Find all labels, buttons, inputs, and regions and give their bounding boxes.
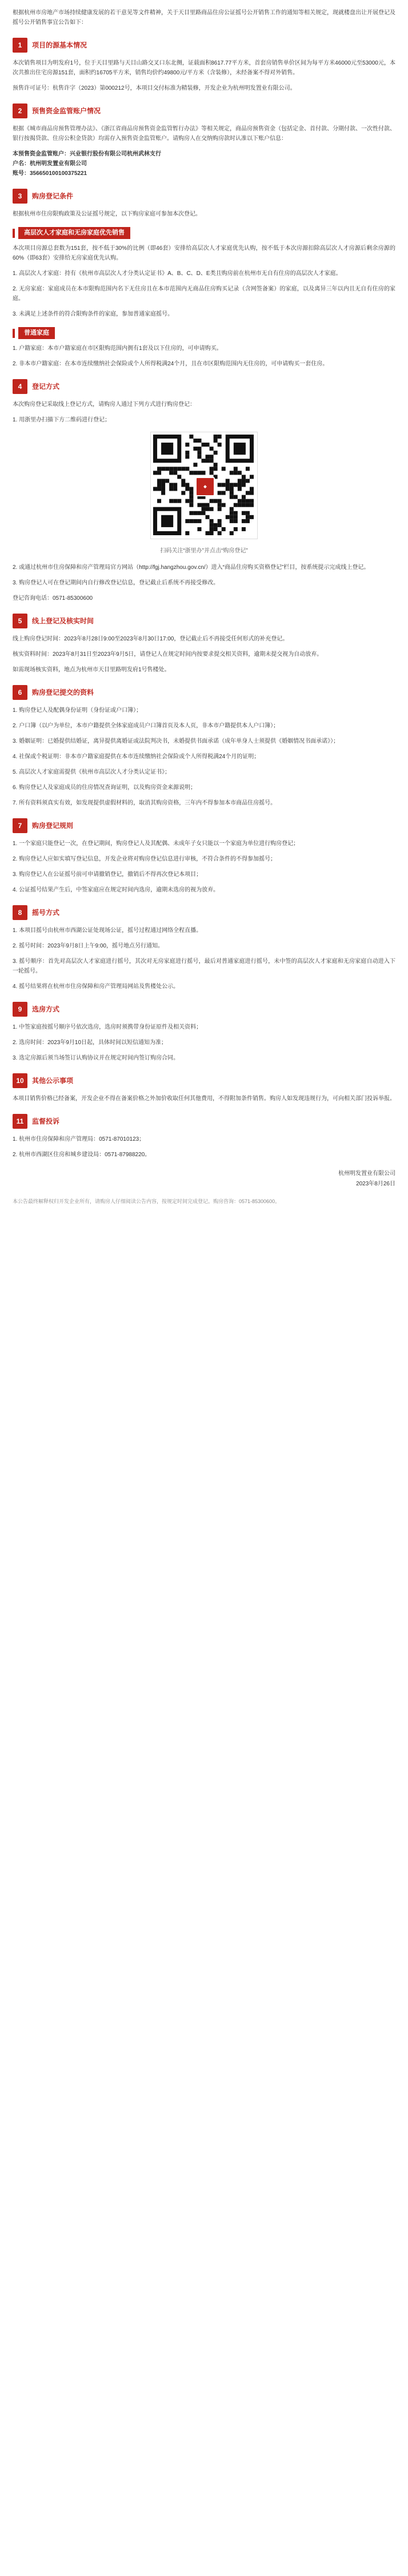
paragraph: 3. 摇号顺序：首先对高层次人才家庭进行摇号，其次对无房家庭进行摇号，最后对普通家庭进行摇号，未中签的高层次人才家庭和无房家庭自动进入下一轮摇号。 [13,958,395,974]
paragraph: 1. 购房登记人及配偶身份证明（身份证或户口簿）； [13,707,142,714]
qr-code[interactable] [150,432,258,539]
paragraph: 2. 非本市户籍家庭：在本市连续缴纳社会保险或个人所得税满24个月，且在市区限购范围内无住房的，可申请购买一套住房。 [13,361,329,367]
paragraph: 1. 本项目摇号由杭州市西湖公证处现场公证，摇号过程通过网络全程直播。 [13,927,202,934]
paragraph: 3. 购房登记人可在登记期间内自行修改登记信息，登记截止后系统不再接受修改。 [13,580,219,586]
section-title: 购房登记条件 [32,192,74,200]
paragraph: 本次销售项目为明发府1号，位于天目里路与天目山路交叉口东北侧，证载面积8617.77平方米，首套房销售单价区间为每平方米46000元至53000元，本次共推出住宅房源151套，面积约16705平方米，销售均价约49800元/平方米（含装修），未经备案不得对外销售。 [13,60,395,76]
paragraph: 预售许可证号：杭售许字（2023）第000212号，本项目交付标准为精装修，开发企业为杭州明发置业有限公司。 [13,85,296,91]
signature-date: 2023年8月26日 [356,1181,395,1187]
section-1-header [13,38,395,53]
section-number: 4 [13,379,27,394]
subsection-title: 高层次人才家庭和无房家庭优先销售 [18,227,130,239]
paragraph: 1. 杭州市住房保障和房产管理局：0571-87010123； [13,1136,145,1142]
paragraph: 2. 杭州市西湖区住房和城乡建设局：0571-87988220。 [13,1152,151,1158]
section-number: 9 [13,1002,27,1017]
paragraph: 4. 社保或个税证明：非本市户籍家庭提供在本市连续缴纳社会保险或个人所得税满24个月的证明； [13,754,260,760]
section-title: 登记方式 [32,382,60,391]
section-11-header [13,1114,395,1129]
paragraph: 4. 摇号结果将在杭州市住房保障和房产管理局网站及售楼处公示。 [13,984,179,990]
section-number: 7 [13,818,27,833]
section-title: 项目的源基本情况 [32,41,87,49]
section-10-header [13,1073,395,1088]
section-number: 5 [13,614,27,628]
section-4-header [13,379,395,394]
account-number: 账号：356650100100375221 [13,170,87,177]
section-number: 2 [13,103,27,118]
section-5-header [13,614,395,628]
paragraph: 2. 购房登记人应如实填写登记信息，开发企业将对购房登记信息进行审核，不符合条件的不得参加摇号； [13,856,277,862]
section-number: 3 [13,189,27,204]
paragraph: 本项目销售价格已经备案，开发企业不得在备案价格之外加价收取任何其他费用，不得附加条件销售。购房人如发现违规行为，可向相关部门投诉举报。 [13,1096,395,1102]
paragraph: 如需现场核实资料，地点为杭州市天目里路明发府1号售楼处。 [13,667,170,673]
section-title: 购房登记规则 [32,821,74,830]
paragraph: 1. 用浙里办扫描下方二维码进行登记； [13,417,111,423]
paragraph: 6. 购房登记人及家庭成员的住房情况查询证明，以及购房资金来源说明； [13,785,197,791]
paragraph: 3. 婚姻证明：已婚提供结婚证，离异提供离婚证或法院判决书，未婚提供书面承诺（成年单身人士须提供《婚姻情况书面承诺》）； [13,738,339,744]
paragraph: 2. 无房家庭：家庭成员在本市限购范围内名下无住房且在本市范围内无商品住房购买记录（含网签备案）的家庭，以及离异三年以内且无自有住房的家庭。 [13,286,395,302]
section-7-header [13,818,395,833]
paragraph: 2. 户口簿（以户为单位，本市户籍提供全体家庭成员户口簿首页及本人页，非本市户籍提供本人户口簿）； [13,723,279,729]
signature-company: 杭州明发置业有限公司 [338,1170,395,1177]
qr-caption: 扫码关注“浙里办”并点击“购房登记” [160,548,248,554]
section-title: 购房登记提交的资料 [32,688,94,696]
section-6-header [13,685,395,700]
paragraph: 1. 中签家庭按摇号顺序号依次选房，选房时须携带身份证原件及相关资料； [13,1024,202,1030]
subsection-header [13,327,395,339]
paragraph: 4. 公证摇号结果产生后，中签家庭应在规定时间内选房，逾期未选房的视为放弃。 [13,887,219,893]
section-8-header [13,905,395,920]
account-name: 户名：杭州明发置业有限公司 [13,161,87,167]
bank-name: 本预售资金监管账户：兴业银行股份有限公司杭州武林支行 [13,151,161,157]
qr-logo-icon: ◆ [195,477,215,496]
section-2-header [13,103,395,118]
paragraph: 线上购房登记时间：2023年8月28日9:00至2023年8月30日17:00，登记截止后不再接受任何形式的补充登记。 [13,636,289,642]
paragraph: 核实资料时间：2023年8月31日至2023年9月5日，请登记人在规定时间内按要求提交相关资料，逾期未提交视为自动放弃。 [13,651,323,658]
subsection-title: 普通家庭 [18,327,55,339]
paragraph: 2. 摇号时间：2023年9月8日上午9:00，摇号地点另行通知。 [13,943,163,949]
intro-paragraph: 根据杭州市房地产市场持续健康发展的若干意见等文件精神，关于天目里路商品住房公证摇号公开销售工作的通知等相关规定，现就楼盘出让开展登记及摇号公开销售事宜公告如下： [13,10,395,26]
section-title: 摇号方式 [32,908,60,917]
paragraph: 1. 一个家庭只能登记一次，在登记期间，购房登记人及其配偶、未成年子女只能以一个家庭为单位进行购房登记； [13,841,299,847]
paragraph: 5. 高层次人才家庭需提供《杭州市高层次人才分类认定证书》； [13,769,171,775]
paragraph: 3. 选定房源后须当场签订认购协议并在规定时间内签订购房合同。 [13,1055,179,1061]
paragraph: 本次项目房源总套数为151套，按不低于30%的比例（即46套）安排给高层次人才家庭优先认购，按不低于本次房源扣除高层次人才房源后剩余房源的60%（即63套）安排给无房家庭优先认购。 [13,245,395,261]
section-9-header [13,1002,395,1017]
footer-note: 本公告最终解释权归开发企业所有，请购房人仔细阅读公告内容，按规定时间完成登记。购房咨询：0571-85300600。 [13,1199,281,1204]
section-title: 监督投诉 [32,1117,60,1125]
paragraph: 根据《城市商品房预售管理办法》、《浙江省商品房预售资金监管暂行办法》等相关规定，商品房预售资金（包括定金、首付款、分期付款、一次性付款、银行按揭贷款、住房公积金贷款）均需存入预售资金监管账户。请购房人在交纳购房款时认准以下账户信息： [13,126,395,142]
paragraph: 3. 未满足上述条件的符合限购条件的家庭，参加普通家庭摇号。 [13,311,174,317]
section-number: 11 [13,1114,27,1129]
service-phone: 登记咨询电话：0571-85300600 [13,595,93,602]
subsection-header [13,227,395,239]
signature-block [13,1169,395,1189]
paragraph: 2. 或通过杭州市住房保障和房产管理局官方网站（http://fgj.hangzhou.gov.cn/）进入“商品住房购买资格登记”栏目，按系统提示完成线上登记。 [13,564,370,571]
paragraph: 2. 选房时间：2023年9月10日起，具体时间以短信通知为准； [13,1040,167,1046]
section-3-header [13,189,395,204]
page [0,0,408,1228]
section-title: 选房方式 [32,1005,60,1013]
section-number: 10 [13,1073,27,1088]
paragraph: 3. 购房登记人在公证摇号前可申请撤销登记，撤销后不得再次登记本项目； [13,871,202,878]
section-number: 8 [13,905,27,920]
paragraph: 本次购房登记采取线上登记方式，请购房人通过下列方式进行购房登记： [13,401,195,408]
paragraph: 1. 高层次人才家庭：持有《杭州市高层次人才分类认定证书》A、B、C、D、E类且购房前在杭州市无自有住房的高层次人才家庭。 [13,270,342,277]
paragraph: 根据杭州市住房限购政策及公证摇号规定，以下购房家庭可参加本次登记。 [13,211,201,217]
section-title: 预售资金监管账户情况 [32,106,101,115]
paragraph: 7. 所有资料须真实有效，如发现提供虚假材料的，取消其购房资格，三年内不得参加本市商品住房摇号。 [13,800,277,806]
subsection-marker [13,229,15,238]
section-number: 1 [13,38,27,53]
subsection-marker [13,329,15,338]
section-number: 6 [13,685,27,700]
section-title: 其他公示事项 [32,1076,74,1085]
paragraph: 1. 户籍家庭：本市户籍家庭在市区限购范围内拥有1套及以下住房的，可申请购买。 [13,345,222,352]
section-title: 线上登记及核实时间 [32,616,94,625]
